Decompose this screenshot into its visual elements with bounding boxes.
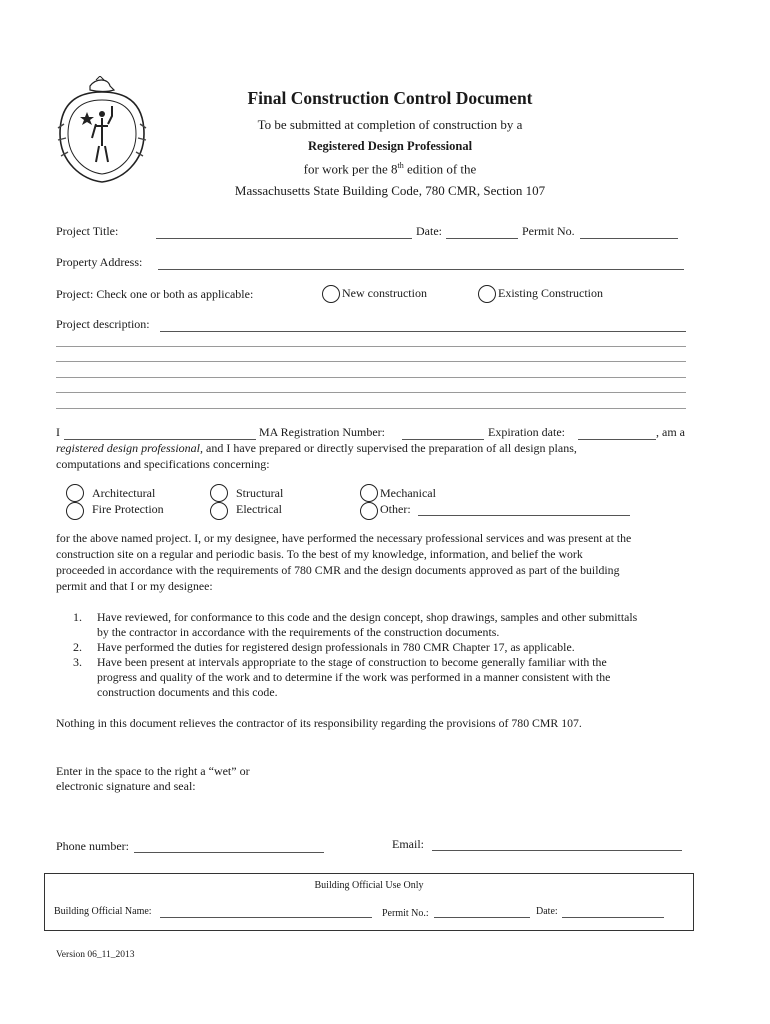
official-permit-label: Permit No.: [382,908,429,919]
property-address-label: Property Address: [56,255,143,269]
signature-instruction-2: electronic signature and seal: [56,779,196,793]
declaration-line-3: computations and specifications concerning: [56,457,270,471]
official-name-field[interactable] [160,917,372,918]
declaration-line-2 [56,441,577,456]
header-line-3-post: edition of the [403,161,477,177]
list-item-1-line-1: Have reviewed, for conformance to this code and the design concept, shop drawings, samples and other submittals [97,610,638,624]
list-item-3-line-2: progress and quality of the work and to determine if the work was performed in a manner consistent with the [97,670,611,684]
project-title-label: Project Title: [56,224,119,238]
am-a-text: , am a [656,425,685,439]
header-line-1: To be submitted at completion of construction by a [257,117,523,132]
other-radio[interactable] [360,502,378,520]
header-line-3-sup: th [397,161,404,170]
ma-registration-field[interactable] [402,439,484,440]
permit-no-label: Permit No. [522,224,575,238]
description-line-5[interactable] [56,392,686,393]
project-title-field[interactable] [156,238,412,239]
list-item-1-line-2: by the contractor in accordance with the requirements of the construction documents. [97,625,500,639]
permit-no-field[interactable] [580,238,678,239]
description-line-4[interactable] [56,377,686,378]
header-line-3 [200,161,580,177]
architectural-label: Architectural [92,486,156,500]
expiration-date-field[interactable] [578,439,656,440]
rdp-italic: registered design professional, [56,441,203,455]
declaration-i: I [56,425,60,439]
official-date-label: Date: [536,906,558,917]
structural-label: Structural [236,486,284,500]
fire-protection-radio[interactable] [66,502,84,520]
description-line-3[interactable] [56,361,686,362]
other-field[interactable] [418,515,630,516]
list-item-3-line-3: construction documents and this code. [97,685,278,699]
body-p1-line-2: construction site on a regular and periodic basis. To the best of my knowledge, information, and belief the work [56,547,583,561]
email-field[interactable] [432,850,682,851]
electrical-label: Electrical [236,502,282,516]
official-name-label: Building Official Name: [54,906,152,917]
mechanical-label: Mechanical [380,486,436,500]
nothing-relieves-text: Nothing in this document relieves the contractor of its responsibility regarding the provisions of 780 CMR 107. [56,716,582,730]
official-permit-field[interactable] [434,917,530,918]
structural-radio[interactable] [210,484,228,502]
expiration-date-label: Expiration date: [488,425,565,439]
list-item-2-number: 2. [73,640,82,654]
project-description-field[interactable] [160,331,686,332]
body-p1-line-3: proceeded in accordance with the requirements of 780 CMR and the design documents approved as part of the building [56,563,620,577]
document-title: Final Construction Control Document [247,88,533,108]
rdp-name-field[interactable] [64,439,256,440]
phone-field[interactable] [134,852,324,853]
header-line-2: Registered Design Professional [307,139,473,153]
new-construction-radio[interactable] [322,285,340,303]
list-item-3-number: 3. [73,655,82,669]
date-label: Date: [416,224,442,238]
email-label: Email: [392,837,424,851]
list-item-2-line-1: Have performed the duties for registered design professionals in 780 CMR Chapter 17, as applicable. [97,640,575,654]
signature-instruction-1: Enter in the space to the right a “wet” or [56,764,250,778]
property-address-field[interactable] [158,269,684,270]
massachusetts-seal [52,76,152,188]
description-line-2[interactable] [56,346,686,347]
header-line-4: Massachusetts State Building Code, 780 CMR, Section 107 [234,183,546,198]
body-p1-line-4: permit and that I or my designee: [56,579,213,593]
electrical-radio[interactable] [210,502,228,520]
phone-label: Phone number: [56,839,129,853]
ma-registration-label: MA Registration Number: [259,425,385,439]
other-label: Other: [380,502,411,516]
project-description-label: Project description: [56,317,150,331]
header-line-3-pre: for work per the 8 [303,161,398,177]
architectural-radio[interactable] [66,484,84,502]
body-p1-line-1: for the above named project. I, or my designee, have performed the necessary professional services and was present at the [56,531,632,545]
official-date-field[interactable] [562,917,664,918]
signature-seal-area[interactable] [300,752,680,822]
existing-construction-label: Existing Construction [498,286,603,300]
fire-protection-label: Fire Protection [92,502,164,516]
declaration-rest: and I have prepared or directly supervised the preparation of all design plans, [203,441,577,455]
version-label: Version 06_11_2013 [56,950,135,960]
date-field[interactable] [446,238,518,239]
list-item-1-number: 1. [73,610,82,624]
official-heading: Building Official Use Only [314,880,424,891]
list-item-3-line-1: Have been present at intervals appropriate to the stage of construction to become generally familiar with the [97,655,607,669]
new-construction-label: New construction [342,286,427,300]
existing-construction-radio[interactable] [478,285,496,303]
mechanical-radio[interactable] [360,484,378,502]
description-line-6[interactable] [56,408,686,409]
project-check-label: Project: Check one or both as applicable: [56,287,254,301]
